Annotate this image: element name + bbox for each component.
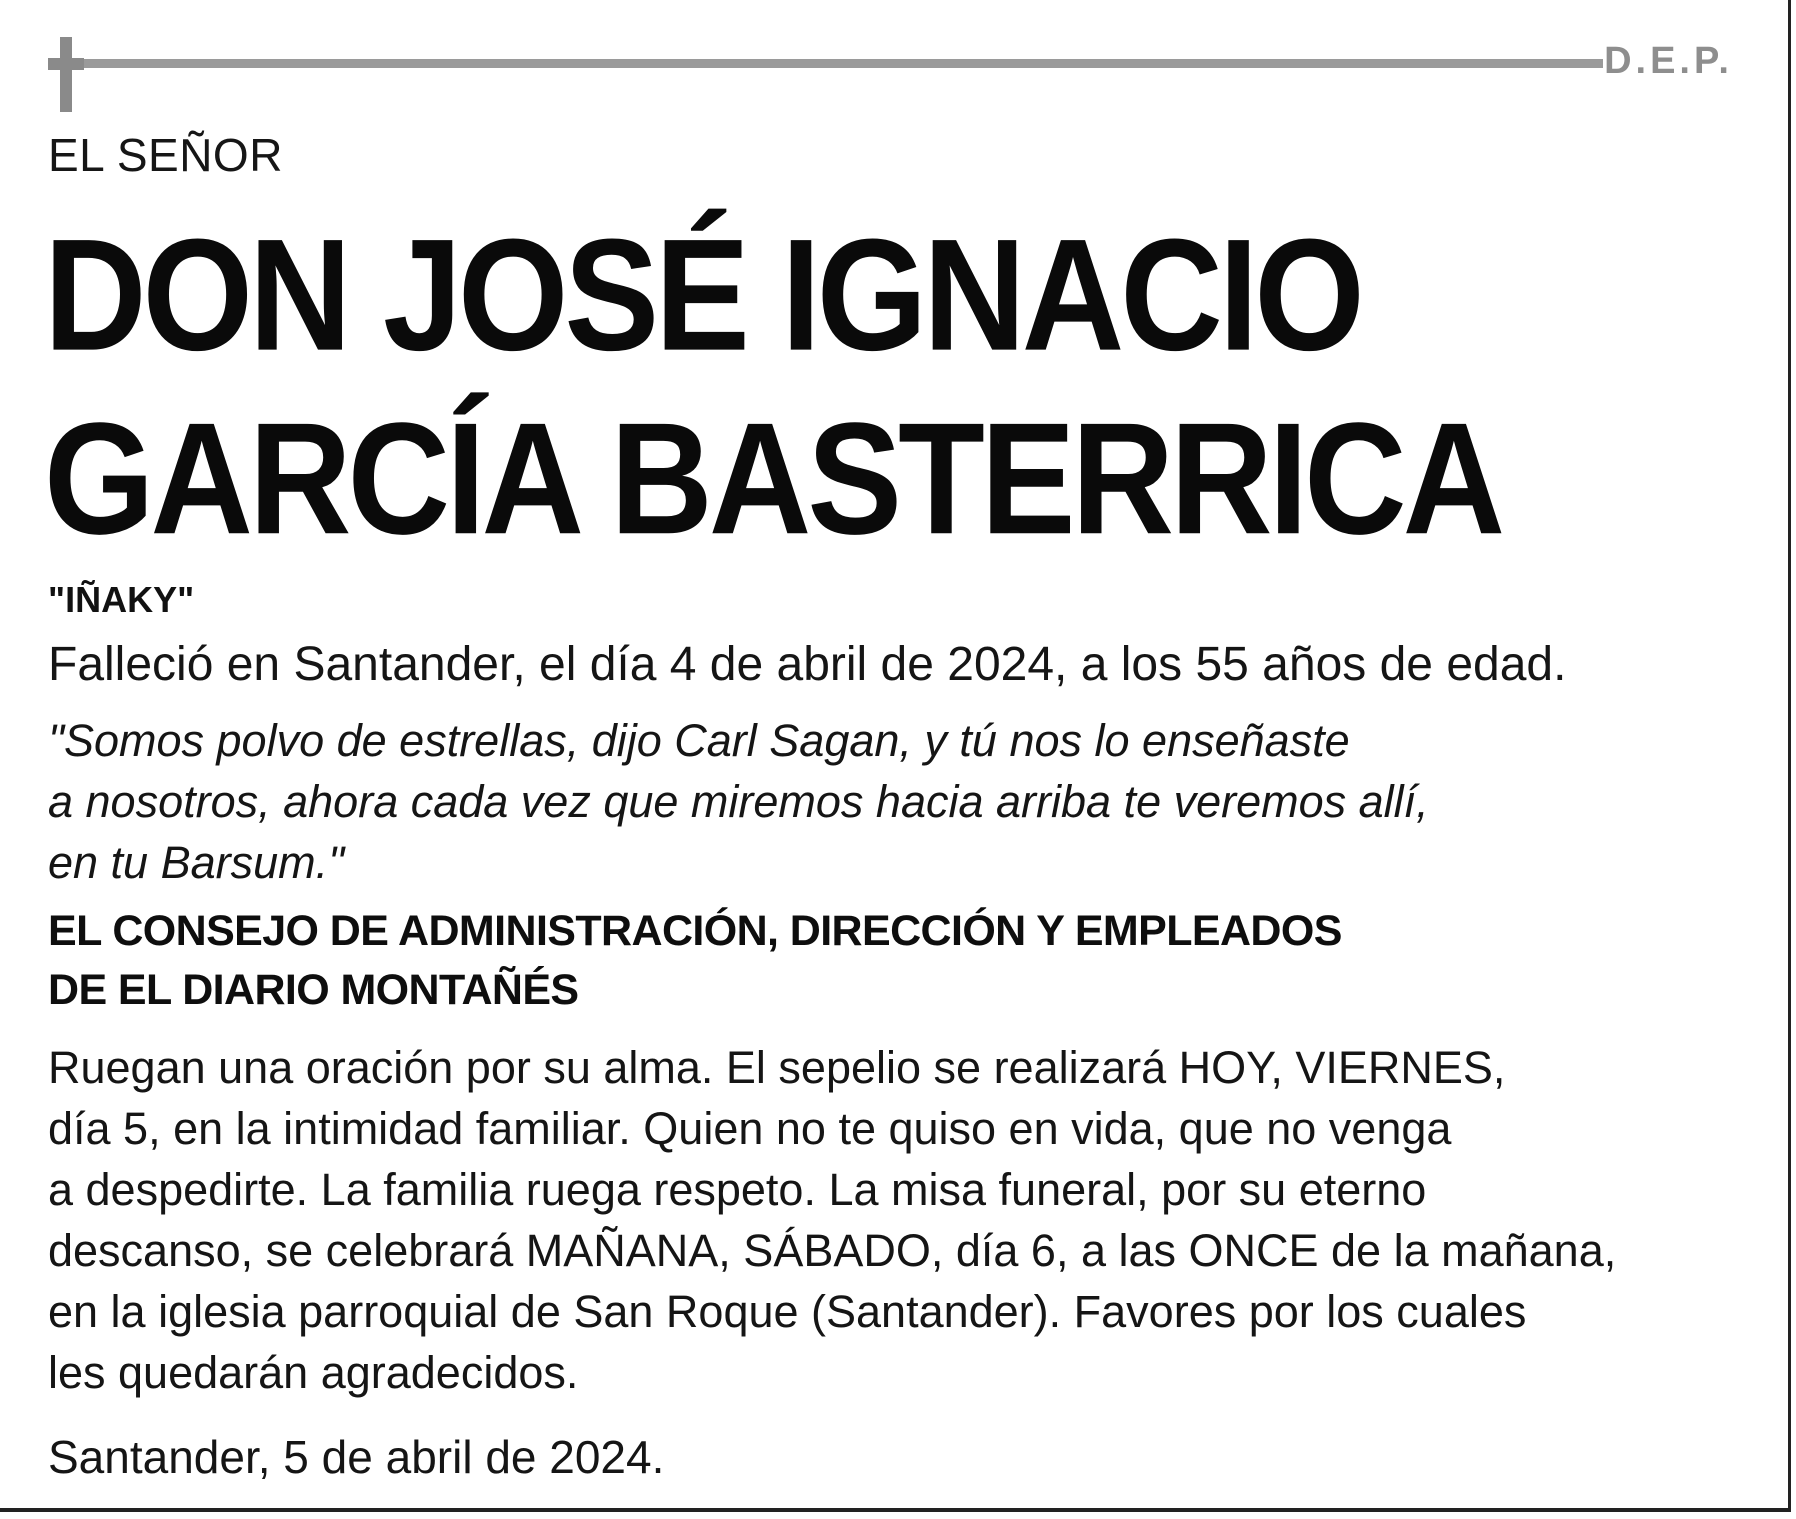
quote-line: en tu Barsum.": [48, 837, 345, 888]
organization: [48, 902, 1342, 1020]
name-line-1: DON JOSÉ IGNACIO: [44, 206, 1361, 385]
organization-line: DE EL DIARIO MONTAÑÉS: [48, 966, 579, 1014]
body-line: les quedarán agradecidos.: [48, 1347, 579, 1398]
quote-line: a nosotros, ahora cada vez que miremos hacia arriba te veremos allí,: [48, 776, 1429, 827]
name-line-2: GARCÍA BASTERRICA: [44, 389, 1502, 568]
place-date-signature: Santander, 5 de abril de 2024.: [48, 1431, 665, 1483]
cross-icon: [48, 37, 84, 112]
preamble: EL SEÑOR: [48, 129, 283, 181]
quote: [48, 710, 1429, 893]
header-rule: [84, 59, 1603, 68]
body-line: día 5, en la intimidad familiar. Quien no te quiso en vida, que no venga: [48, 1103, 1452, 1154]
death-line: Falleció en Santander, el día 4 de abril de 2024, a los 55 años de edad.: [48, 638, 1567, 691]
body-line: Ruegan una oración por su alma. El sepelio se realizará HOY, VIERNES,: [48, 1042, 1506, 1093]
organization-line: EL CONSEJO DE ADMINISTRACIÓN, DIRECCIÓN Y EMPLEADOS: [48, 907, 1342, 955]
body-line: a despedirte. La familia ruega respeto. La misa funeral, por su eterno: [48, 1164, 1427, 1215]
nickname: "IÑAKY": [48, 579, 195, 620]
quote-line: "Somos polvo de estrellas, dijo Carl Sagan, y tú nos lo enseñaste: [48, 715, 1350, 766]
dep-mark: D.E.P.: [1604, 40, 1733, 82]
body-line: descanso, se celebrará MAÑANA, SÁBADO, día 6, a las ONCE de la mañana,: [48, 1225, 1617, 1276]
body-text: [48, 1037, 1616, 1403]
body-line: en la iglesia parroquial de San Roque (Santander). Favores por los cuales: [48, 1286, 1527, 1337]
deceased-name: [44, 204, 1501, 571]
